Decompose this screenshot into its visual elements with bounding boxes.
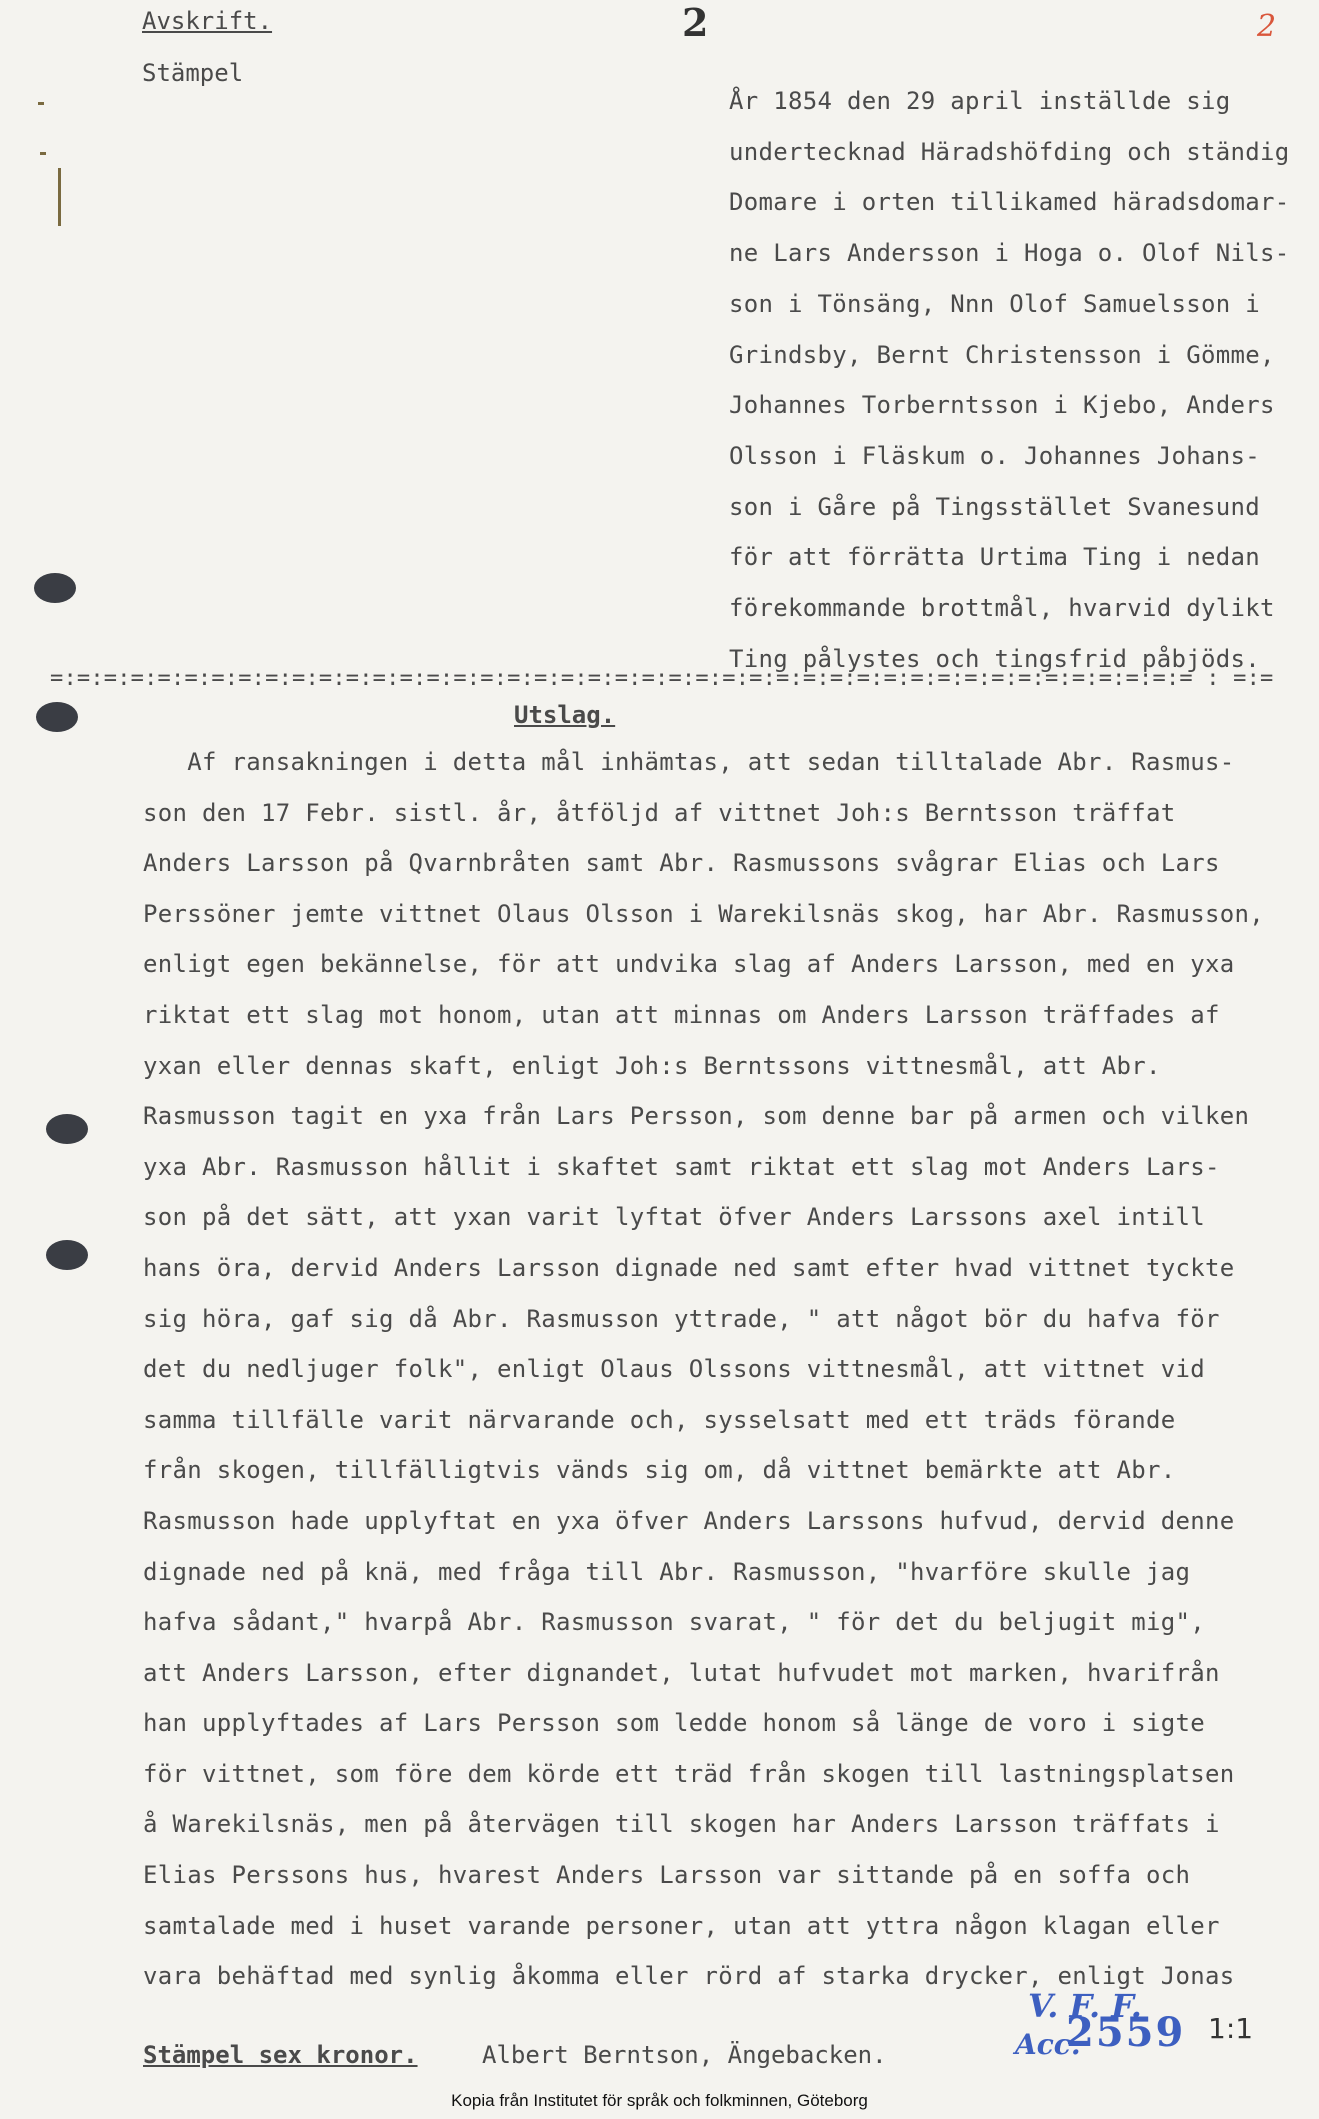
text-line: yxan eller dennas skaft, enligt Joh:s Berntssons vittnesmål, att Abr. [143,1051,1161,1080]
archive-credit: Kopia från Institutet för språk och folkminnen, Göteborg [451,2091,868,2110]
text-line: son i Tönsäng, Nnn Olof Samuelsson i [729,289,1260,318]
section-heading: Utslag. [514,701,616,729]
text-line: ne Lars Andersson i Hoga o. Olof Nils- [729,239,1290,268]
margin-dot [38,102,44,105]
separator-line: =:=:=:=:=:=:=:=:=:=:=:=:=:=:=:=:=:=:=:=:=:=:=:=:=:=:=:=:=:=:=:=:=:=:=:=:=:=:=:=:=:=:= : =:= [50,666,1274,691]
archive-stamp-acc: Acc. [1015,2028,1081,2061]
text-line: hans öra, dervid Anders Larsson dignade ned samt efter hvad vittnet tyckte [143,1253,1235,1282]
intro-paragraph [729,76,1319,684]
margin-mark [58,168,61,226]
text-line: å Warekilsnäs, men på återvägen till skogen har Anders Larsson träffats i [143,1810,1220,1839]
text-line: samma tillfälle varit närvarande och, sysselsatt med ett träds förande [143,1405,1176,1434]
text-line: vara behäftad med synlig åkomma eller rörd af starka drycker, enligt Jonas [143,1962,1235,1991]
archive-stamp-number: 2559 [1066,2009,1186,2056]
verdict-body [143,737,1319,2002]
archive-stamp-title: V. F. F. [1028,1987,1142,2025]
stamp-label: Stämpel [142,59,244,87]
stamp-fee: Stämpel sex kronor. [143,2041,418,2069]
text-line: enligt egen bekännelse, för att undvika slag af Anders Larsson, med en yxa [143,950,1235,979]
text-line: han upplyftades af Lars Persson som ledde honom så länge de voro i sigte [143,1709,1205,1738]
text-line: att Anders Larsson, efter dignandet, lutat hufvudet mot marken, hvarifrån [143,1658,1220,1687]
text-line: Rasmusson tagit en yxa från Lars Persson, som denne bar på armen och vilken [143,1102,1250,1131]
text-line: Ting pålystes och tingsfrid påbjöds. [729,644,1260,673]
text-line: Anders Larsson på Qvarnbråten samt Abr. Rasmussons svågrar Elias och Lars [143,849,1220,878]
signature: Albert Berntson, Ängebacken. [482,2041,887,2069]
text-line: Domare i orten tillikamed häradsdomar- [729,188,1290,217]
text-line: Elias Perssons hus, hvarest Anders Larsson var sittande på en soffa och [143,1861,1191,1890]
text-line: Af ransakningen i detta mål inhämtas, att sedan tilltalade Abr. Rasmus- [143,748,1235,776]
text-line: Johannes Torberntsson i Kjebo, Anders [729,391,1275,420]
text-line: riktat ett slag mot honom, utan att minnas om Anders Larsson träffades af [143,1000,1220,1029]
text-line: dignade ned på knä, med fråga till Abr. Rasmusson, "hvarföre skulle jag [143,1557,1191,1586]
text-line: Olsson i Fläskum o. Johannes Johans- [729,441,1260,470]
text-line: son på det sätt, att yxan varit lyftat öfver Anders Larssons axel intill [143,1203,1205,1232]
text-line: undertecknad Häradshöfding och ständig [729,137,1290,166]
text-line: Grindsby, Bernt Christensson i Gömme, [729,340,1275,369]
corner-page-mark: 2 [1257,9,1277,44]
archive-stamp-extra: 1:1 [1208,2012,1254,2045]
punch-hole-3 [46,1114,88,1144]
text-line: hafva sådant," hvarpå Abr. Rasmusson svarat, " för det du beljugit mig", [143,1608,1205,1637]
margin-dot [40,152,46,155]
text-line: Rasmusson hade upplyftat en yxa öfver Anders Larssons hufvud, dervid denne [143,1506,1235,1535]
text-line: förekommande brottmål, hvarvid dylikt [729,594,1275,623]
document-label: Avskrift. [142,7,273,35]
text-line: son i Gåre på Tingsstället Svanesund [729,492,1260,521]
text-line: för att förrätta Urtima Ting i nedan [729,543,1260,572]
text-line: sig höra, gaf sig då Abr. Rasmusson yttrade, " att något bör du hafva för [143,1304,1220,1333]
text-line: yxa Abr. Rasmusson hållit i skaftet samt riktat ett slag mot Anders Lars- [143,1152,1220,1181]
punch-hole-1 [34,573,76,603]
text-line: Perssöner jemte vittnet Olaus Olsson i Warekilsnäs skog, har Abr. Rasmusson, [143,899,1264,928]
punch-hole-2 [36,702,78,732]
page-number: 2 [682,0,709,45]
text-line: för vittnet, som före dem körde ett träd från skogen till lastningsplatsen [143,1759,1235,1788]
text-line: från skogen, tillfälligtvis vänds sig om, då vittnet bemärkte att Abr. [143,1456,1176,1485]
text-line: son den 17 Febr. sistl. år, åtföljd af vittnet Joh:s Berntsson träffat [143,798,1176,827]
text-line: År 1854 den 29 april inställde sig [729,87,1231,115]
text-line: det du nedljuger folk", enligt Olaus Olssons vittnesmål, att vittnet vid [143,1355,1205,1384]
punch-hole-4 [46,1240,88,1270]
text-line: samtalade med i huset varande personer, utan att yttra någon klagan eller [143,1911,1220,1940]
